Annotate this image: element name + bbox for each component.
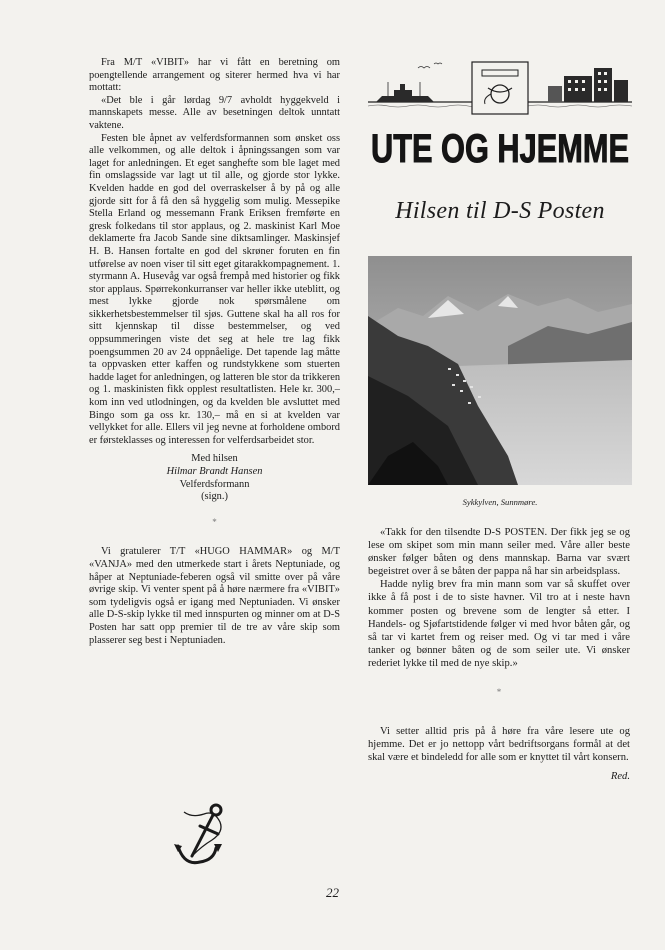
quote-paragraph-2: Festen ble åpnet av velferdsformannen som ønsket oss alle velkommen, og alle deltok i åpningssangen som var laget for anledningen. Et eget sanghefte som ble laget med fin omslagsside var lagt ut til alle, og gjorde stor lykke. Kvelden hadde en god del overraskelser å by på og alle gjorde sitt for å få den så hyggelig som mulig. Messepike Stella Erland og messemann Frank Eriksen fremførte en gresk folkedans til stor applaus, og 2. maskinist Karl Moe deklamerte fra Jacob Sande sine diktsamlinger. Maskinsjef H. B. Hansen fortalte en god del skrøner foruten en fin utførelse av noen viser til sitt eget gitarakkompagnement. 1. styrmann A. Husevåg var også frempå med historier og fikk stor applaus. Spørrekonkurranser var heller ikke uteblitt, og mest lykke gjorde nok spørsmålene om sikkerhetsbestemmelser til sjøs. Guttene skal ha all ros for sitt kjennskap til disse bestemmelser, og ved oppsummeringen viste det seg at hele tre lag fikk poengsummen 20 av 24 oppnåelige. Det tapende lag måtte ta oppvasken etter kaffen og rundstykkene som stuerten hadde laget for anledningen, og latteren ble stor da trikkeren og 1. maskinisten fikk opplest resultatlisten. Hele kr. 300,– kom inn ved utlodningen, og da kvelden ble avsluttet med Bingo som ga oss kr. 130,– må en si at kvelden var vellykket for alle. Ellers vil jeg nevne at forholdene ombord er førsteklasses og interessen for velferdsarbeidet stor. <box>89 132 341 446</box>
photo-caption: Sykkylven, Sunnmøre. <box>462 497 538 507</box>
editor-signature: Red. <box>610 771 630 783</box>
section-divider-star: * <box>496 687 502 698</box>
header-illustration <box>368 58 632 118</box>
neptuniade-paragraph: Vi gratulerer T/T «HUGO HAMMAR» og M/T «VANJA» med den utmerkede start i årets Neptuniade, og håper at Neptuniade-feberen også vil smitte over på våre øvrige skip. Vi venter spent på å høre nærmere fra «VIBIT» som tydeligvis også er igang med Neptuniaden. Vi ønsker alle D-S-skip lykke til med innspurten og minner om at D-S Posten har satt opp premier til de tre av våre skip som plasserer seg best i Neptuniaden. <box>89 546 340 646</box>
masthead-text: UTE OG HJEMME <box>371 127 629 171</box>
anchor-icon <box>170 800 236 870</box>
signoff-greeting: Med hilsen <box>191 453 238 465</box>
landscape-photo <box>368 256 632 485</box>
section-divider-star: * <box>212 516 217 527</box>
left-column <box>89 57 340 647</box>
quote-paragraph-1: «Det ble i går lørdag 9/7 avholdt hyggekveld i mannskapets messe. Alle av besetningen deltok unntatt vaktene. <box>89 94 340 131</box>
signoff-name: Hilmar Brandt Hansen <box>166 466 263 477</box>
letter-paragraph-2: Hadde nylig brev fra min mann som var så skuffet over ikke å få post i de to siste havner. Vil tro at i neste havn kommer posten og brevene som de lengter så etter. I Handels- og Sjøfartstidende følger vi med hvor båten går, og så tar vi kartet frem og reiser med. Og vi tar med i våre tanker og bønner båten og de som seiler ute. Vi ønsker rederiet lykke til med de nye skip.» <box>368 579 630 669</box>
signoff-title: Velferdsformann <box>179 478 250 490</box>
article-subtitle: Hilsen til D-S Posten <box>395 198 605 224</box>
page-number: 22 <box>326 885 339 900</box>
letter-paragraph-1: «Takk for den tilsendte D-S POSTEN. Der fikk jeg se og lese om skipet som min mann seiler med. Våre aller beste ønsker følger båten og dens mannskap. Barna var svært begeistret over å se båten der pappa nå har sin arbeidsplass. <box>368 527 630 578</box>
masthead-title <box>368 124 632 172</box>
intro-paragraph: Fra M/T «VIBIT» har vi fått en beretning om poengtellende arrangement og siterer hermed hva vi har mottatt: <box>89 57 340 94</box>
signoff-sign: (sign.) <box>201 491 228 503</box>
editor-note: Vi setter alltid pris på å høre fra våre lesere ute og hjemme. Det er jo nettopp vårt bedriftsorgans formål at det skal være et bindeledd for alle som er knyttet til vårt konsern. <box>368 726 630 764</box>
right-column <box>368 526 630 784</box>
